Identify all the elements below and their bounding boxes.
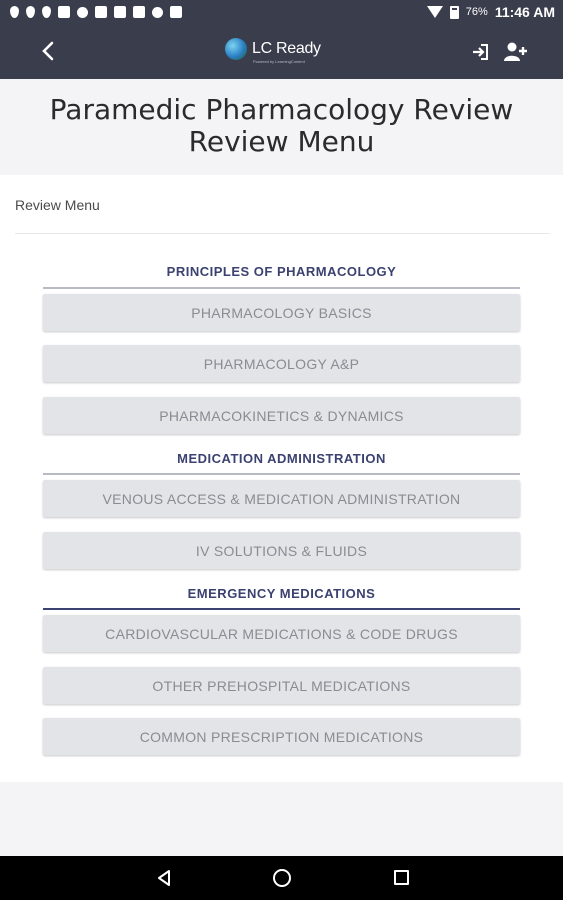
- logo-text: LC Ready: [252, 40, 321, 57]
- section-rule: [43, 608, 520, 610]
- chevron-left-icon: [41, 41, 55, 61]
- section-heading-principles: PRINCIPLES OF PHARMACOLOGY: [166, 264, 397, 279]
- login-button[interactable]: [471, 42, 491, 62]
- clock: 11:46 AM: [494, 4, 555, 20]
- play-notification-icon: [170, 6, 182, 18]
- triangle-back-icon: [155, 869, 173, 887]
- section-heading-emergency: EMERGENCY MEDICATIONS: [187, 586, 376, 601]
- section-rule: [43, 473, 520, 475]
- notification-icons: [10, 6, 182, 18]
- menu-button-pharmacology-ap[interactable]: PHARMACOLOGY A&P: [43, 345, 520, 382]
- divider: [15, 233, 550, 234]
- menu-button-pharmacokinetics[interactable]: PHARMACOKINETICS & DYNAMICS: [43, 397, 520, 434]
- wifi-icon: [427, 6, 443, 18]
- add-user-button[interactable]: [503, 41, 527, 63]
- location-notification-icon: [42, 6, 51, 18]
- login-icon: [471, 42, 491, 62]
- menu-button-venous-access[interactable]: VENOUS ACCESS & MEDICATION ADMINISTRATION: [43, 480, 520, 517]
- nav-home-button[interactable]: [273, 869, 291, 887]
- gmail-notification-icon: [95, 6, 107, 18]
- dropbox-notification-icon: [114, 6, 126, 18]
- image-notification-icon: [133, 6, 145, 18]
- page-title: [0, 79, 563, 158]
- page-title-line2: Review Menu: [188, 125, 375, 158]
- menu-button-iv-solutions[interactable]: IV SOLUTIONS & FLUIDS: [43, 532, 520, 569]
- menu-button-other-prehospital[interactable]: OTHER PREHOSPITAL MEDICATIONS: [43, 667, 520, 704]
- status-bar: [0, 0, 563, 24]
- navigation-bar: [0, 856, 563, 900]
- back-button[interactable]: [34, 37, 62, 65]
- menu-button-common-prescription[interactable]: COMMON PRESCRIPTION MEDICATIONS: [43, 718, 520, 755]
- person-notification-icon: [10, 6, 19, 18]
- add-user-icon: [503, 41, 527, 63]
- gmail-notification-icon: [58, 6, 70, 18]
- nav-back-button[interactable]: [155, 869, 173, 887]
- menu-button-cardiovascular[interactable]: CARDIOVASCULAR MEDICATIONS & CODE DRUGS: [43, 615, 520, 652]
- logo-tagline: Powered by LearningContent: [253, 59, 305, 64]
- pinwheel-notification-icon: [77, 7, 88, 18]
- nav-recents-button[interactable]: [394, 870, 409, 885]
- page-title-line1: Paramedic Pharmacology Review: [49, 93, 514, 126]
- globe-logo-icon: [225, 38, 247, 60]
- app-header: [0, 24, 563, 79]
- cloud-notification-icon: [152, 7, 163, 18]
- review-menu-panel: [0, 175, 563, 782]
- app-logo: [225, 38, 321, 64]
- section-heading-administration: MEDICATION ADMINISTRATION: [177, 451, 386, 466]
- battery-percent: 76%: [465, 6, 488, 18]
- battery-icon: [450, 6, 459, 19]
- title-area: [0, 79, 563, 175]
- location-notification-icon: [26, 6, 35, 18]
- breadcrumb: Review Menu: [15, 197, 100, 213]
- section-rule: [43, 287, 520, 289]
- system-status: [427, 4, 555, 20]
- menu-button-pharmacology-basics[interactable]: PHARMACOLOGY BASICS: [43, 294, 520, 331]
